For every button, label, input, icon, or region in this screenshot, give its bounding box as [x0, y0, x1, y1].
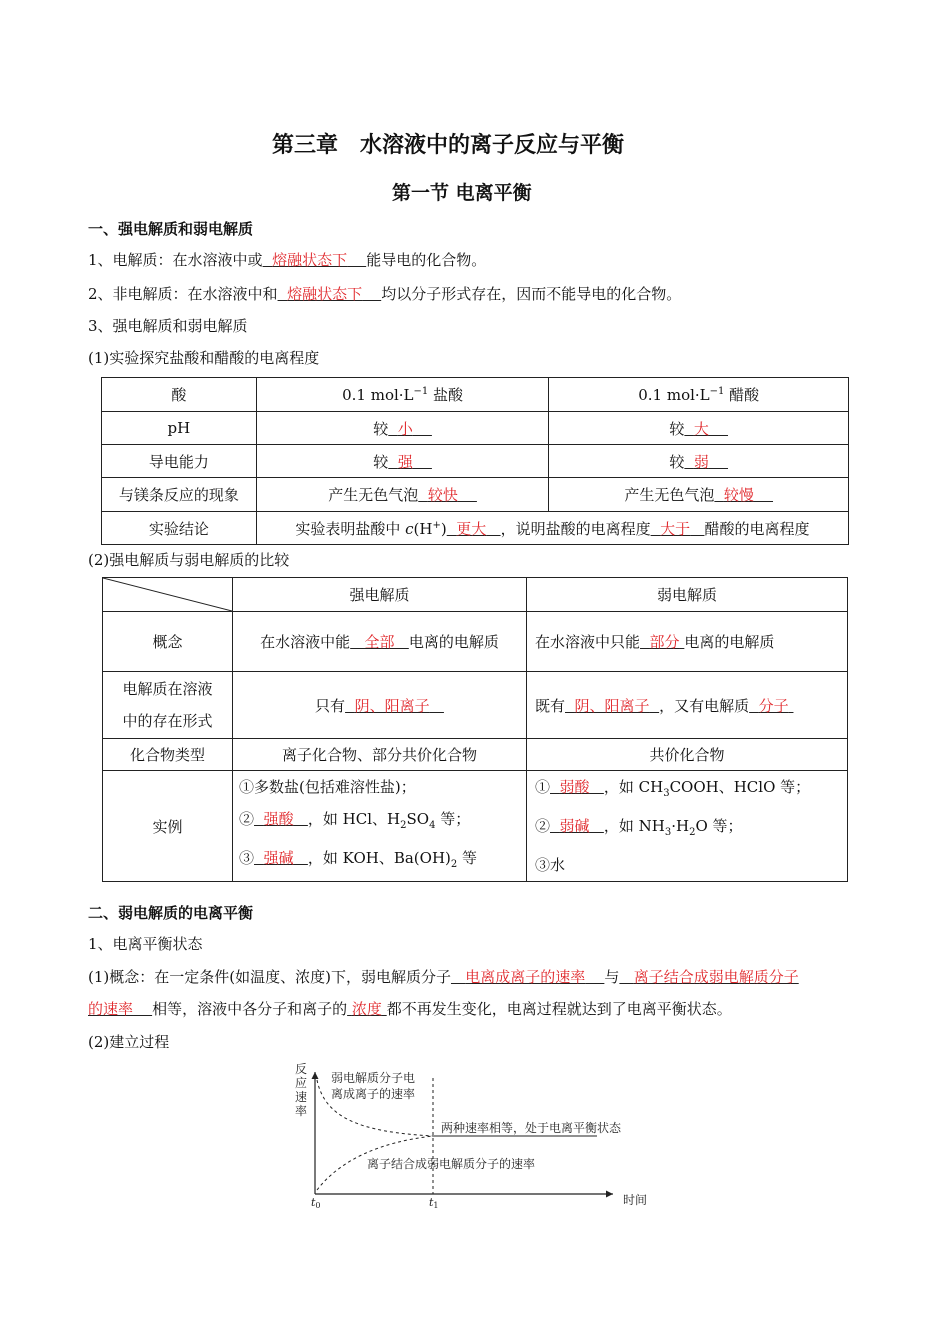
t1-label: t1	[429, 1196, 439, 1208]
y-axis-label: 应	[295, 1076, 308, 1090]
y-axis-label: 率	[295, 1104, 308, 1118]
heading-1: 一、强电解质和弱电解质	[88, 220, 254, 238]
comparison-table: 强电解质 弱电解质 概念 在水溶液中能 全部 电离的电解质 在水溶液中只能 部分 电离的电解质 电解质在溶液 中的存在形式 只有 阴、阳离子 既有 阴、阳离子 ，又有电解质 分子 化合物类型 离子化合物、部分共价化合物 共价化合物 实例 ①多数盐(包括难溶性盐)； ② 强酸 ，如 HCl、$H_2SO_4$ 等； ③ 强碱 ，如 KOH、$Ba(OH)_2$ 等 ① 弱酸 ，如 $CH_3COOH$、HClO 等； ② 弱碱 ，如 $NH_3\cdot H_2O$ 等； ③水	[102, 577, 848, 882]
annotation-equilibrium: 两种速率相等，处于电离平衡状态	[441, 1121, 622, 1135]
x-axis-label: 时间	[623, 1193, 648, 1207]
y-axis-label: 速	[295, 1090, 308, 1104]
page-title: 第三章 水溶液中的离子反应与平衡	[272, 132, 625, 158]
answer-blank: 熔融状态下	[287, 285, 363, 303]
heading-2: 二、弱电解质的电离平衡	[88, 904, 254, 922]
comparison-label: (2)强电解质与弱电解质的比较	[88, 551, 290, 569]
t0-label: t0	[311, 1196, 321, 1208]
answer-blank: 熔融状态下	[272, 251, 348, 269]
line-experiment: (1)实验探究盐酸和醋酸的电离程度	[88, 349, 320, 367]
section-title: 第一节 电离平衡	[392, 182, 532, 204]
annotation-ionization: 离成离子的速率	[331, 1087, 416, 1101]
line-equilibrium-state: 1、电离平衡状态	[88, 935, 203, 953]
annotation-recombination: 离子结合成弱电解质分子的速率	[367, 1157, 536, 1171]
y-axis-label: 反	[295, 1062, 308, 1076]
line-concept-1: (1)概念：在一定条件(如温度、浓度)下，弱电解质分子 电离成离子的速率 与 离子结合成弱电解质分子	[88, 968, 799, 986]
experiment-table: 酸 0.1 $mol\cdot L^{-1}$ 盐酸 0.1 $mol\cdot L^{-1}$ 醋酸 pH 较 小 较 大 导电能力 较 强 较 弱 与镁条反应的现象 产生无色气泡 较快 产生无色气泡 较慢 实验结论 实验表明盐酸中 c(H+) 更大 ，说明盐酸的电离程度 大于 醋酸的电离程度	[101, 377, 849, 545]
line-concept-2: 的速率 相等，溶液中各分子和离子的 浓度 都不再发生变化，电离过程就达到了电离平衡状态。	[88, 1000, 732, 1018]
line-nonelectrolyte: 2、非电解质：在水溶液中和 熔融状态下 均以分子形式存在，因而不能导电的化合物。	[88, 285, 682, 303]
line-strong-weak: 3、强电解质和弱电解质	[88, 317, 248, 335]
diagonal-header-cell	[103, 578, 233, 612]
line-process: (2)建立过程	[88, 1033, 170, 1051]
line-electrolyte: 1、电解质：在水溶液中或 熔融状态下 能导电的化合物。	[88, 251, 487, 269]
annotation-ionization: 弱电解质分子电	[331, 1071, 416, 1085]
rate-time-graph	[285, 1058, 665, 1208]
